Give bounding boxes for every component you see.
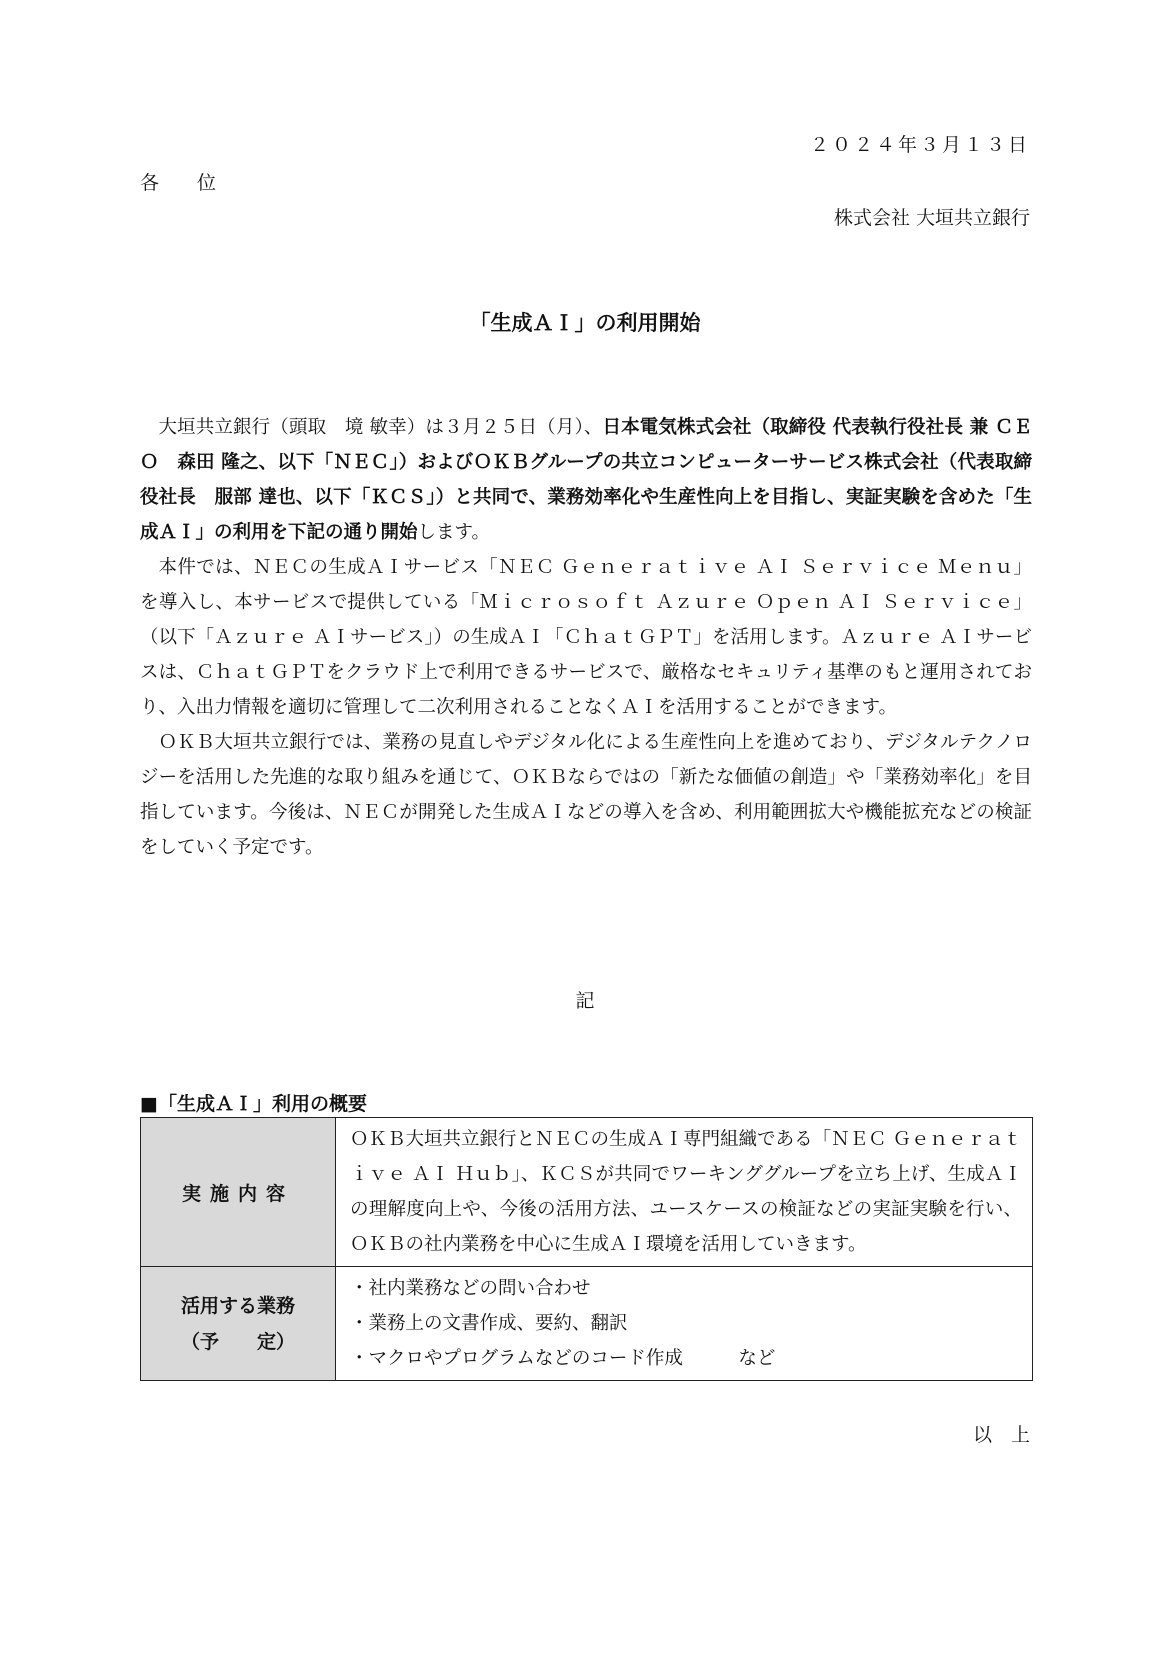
- paragraph-1-tail: します。: [417, 522, 491, 543]
- paragraph-1-lead: 大垣共立銀行（頭取 境 敏幸）は３月２５日（月）、: [158, 417, 603, 438]
- paragraph-1-bold: 日本電気株式会社（取締役 代表執行役社長 兼 ＣＥＯ 森田 隆之、以下「ＮＥＣ」）およびＯＫＢグループの共立コンピューターサービス株式会社（代表取締役社長 服部 達也、以下「ＫＣＳ」）と共同で、業務効率化や生産性向上を目指し、実証実験を含めた「生成ＡＩ」の利用を下記の通り開始: [140, 417, 1032, 543]
- overview-heading: ■「生成ＡＩ」利用の概要: [140, 1093, 367, 1115]
- row1-content: ＯＫＢ大垣共立銀行とＮＥＣの生成ＡＩ専門組織である「ＮＥＣ Ｇｅｎｅｒａｔｉｖｅ ＡＩ Ｈｕｂ」、ＫＣＳが共同でワーキンググループを立ち上げ、生成ＡＩの理解度向上や、今後の活用方法、ユースケースの検証などの実証実験を行い、ＯＫＢの社内業務を中心に生成ＡＩ環境を活用していきます。: [336, 1118, 1033, 1267]
- body-text: [140, 410, 1032, 865]
- issuer: 株式会社 大垣共立銀行: [833, 207, 1030, 229]
- table-label-cell: [141, 1118, 336, 1267]
- addressee: 各 位: [140, 172, 217, 194]
- paragraph-3: ＯＫＢ大垣共立銀行では、業務の見直しやデジタル化による生産性向上を進めており、デジタルテクノロジーを活用した先進的な取り組みを通じて、ＯＫＢならではの「新たな価値の創造」や「業務効率化」を目指しています。今後は、ＮＥＣが開発した生成ＡＩなどの導入を含め、利用範囲拡大や機能拡充などの検証をしていく予定です。: [140, 732, 1032, 858]
- row2-content: [336, 1267, 1033, 1381]
- paragraph-2: 本件では、ＮＥＣの生成ＡＩサービス「ＮＥＣ Ｇｅｎｅｒａｔｉｖｅ ＡＩ Ｓｅｒｖｉｃｅ Ｍｅｎｕ」を導入し、本サービスで提供している「Ｍｉｃｒｏｓｏｆｔ Ａｚｕｒｅ Ｏｐｅｎ ＡＩ Ｓｅｒｖｉｃｅ」（以下「Ａｚｕｒｅ ＡＩサービス」）の生成ＡＩ「ＣｈａｔＧＰＴ」を活用します。Ａｚｕｒｅ ＡＩサービスは、ＣｈａｔＧＰＴをクラウド上で利用できるサービスで、厳格なセキュリティ基準のもと運用されており、入出力情報を適切に管理して二次利用されることなくＡＩを活用することができます。: [140, 557, 1032, 718]
- ki-heading: 記: [575, 990, 595, 1012]
- paragraph-1: [140, 410, 1032, 550]
- row1-label: 実施内容: [181, 1182, 294, 1205]
- list-item: ・業務上の文書作成、要約、翻訳: [350, 1313, 628, 1334]
- document-title: 「生成ＡＩ」の利用開始: [469, 311, 701, 335]
- table-row: [141, 1267, 1033, 1381]
- table-label-cell: [141, 1267, 336, 1381]
- table-row: [141, 1118, 1033, 1267]
- bullet-list: [350, 1271, 1022, 1376]
- row2-label-line2: （予 定）: [180, 1330, 295, 1353]
- overview-table: [140, 1117, 1033, 1381]
- row2-label-line1: 活用する業務: [180, 1294, 295, 1317]
- list-item: ・社内業務などの問い合わせ: [350, 1278, 591, 1299]
- date: ２０２４年３月１３日: [809, 134, 1030, 156]
- list-item: ・マクロやプログラムなどのコード作成 など: [350, 1348, 776, 1369]
- closing: 以 上: [972, 1424, 1030, 1446]
